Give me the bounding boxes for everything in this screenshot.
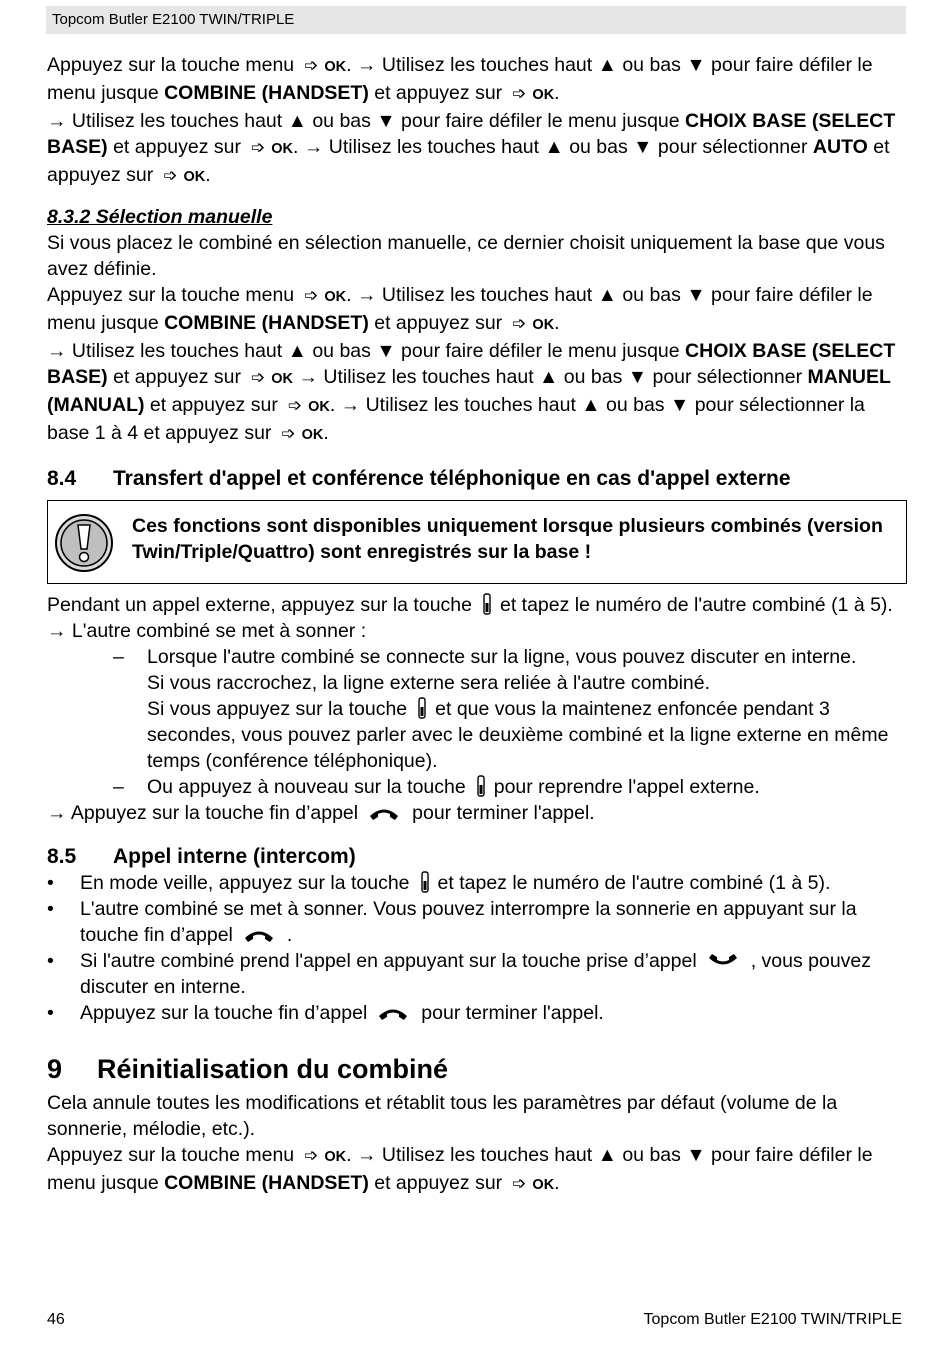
arrow-right-icon: → — [47, 110, 67, 132]
list-item: – Lorsque l'autre combiné se connecte sur la ligne, vous pouvez discuter en interne. Si vous raccrochez, la ligne externe sera reliée à l'autre combiné. Si vous appuyez sur la touche et que vous la maintenez enfoncée pendant 3 secondes, vous pouvez parler avec le deuxième combiné et la ligne externe en même temps (conférence téléphonique). — [113, 646, 889, 772]
paragraph-other-rings: → L'autre combiné se met à sonner : — [47, 620, 367, 642]
header-title: Topcom Butler E2100 TWIN/TRIPLE — [52, 11, 295, 28]
menu-key-icon: ➩ — [304, 286, 319, 305]
down-arrow-icon: ▼ — [376, 110, 396, 132]
section-title-8-5: 8.5 Appel interne (intercom) — [47, 845, 356, 868]
paragraph-select-manual: → Utilisez les touches haut ▲ ou bas ▼ pour faire défiler le menu jusque CHOIX BASE (SELECT BASE) et appuyez sur ➩ OK → Utilisez les touches haut ▲ ou bas ▼ pour sélectionner MANUEL (MANUAL) et appuyez sur ➩ OK. → Utilisez les touches haut ▲ ou bas ▼ pour sélectionner la base 1 à 4 et appuyez sur ➩ OK. — [47, 338, 907, 448]
up-arrow-icon: ▲ — [597, 284, 617, 306]
notice-text: Ces fonctions sont disponibles uniquement lorsque plusieurs combinés (version Twin/Triple/Quattro) sont enregistrés sur la base ! — [132, 515, 883, 563]
down-arrow-icon: ▼ — [669, 394, 690, 416]
list-item: – Ou appuyez à nouveau sur la touche pour reprendre l'appel externe. — [113, 776, 760, 798]
up-arrow-icon: ▲ — [597, 1144, 617, 1166]
menu-key-icon: ➩ — [304, 1146, 319, 1165]
arrow-right-icon: → — [357, 54, 377, 76]
footer-title: Topcom Butler E2100 TWIN/TRIPLE — [643, 1311, 902, 1328]
arrow-right-icon: → — [340, 394, 361, 416]
arrow-right-icon: → — [303, 136, 324, 158]
up-arrow-icon: ▲ — [597, 54, 617, 76]
menu-key-icon: ➩ — [512, 84, 527, 103]
menu-key-icon: ➩ — [287, 396, 303, 415]
intercom-bullet-list — [47, 870, 907, 1026]
list-item: • Appuyez sur la touche fin d’appel pour terminer l'appel. — [47, 1002, 604, 1024]
end-call-icon — [377, 1005, 409, 1021]
menu-key-icon: ➩ — [163, 166, 178, 185]
up-arrow-icon: ▲ — [544, 136, 564, 158]
paragraph-reset-menu: Appuyez sur la touche menu ➩ OK. → Utilisez les touches haut ▲ ou bas ▼ pour faire défiler le menu jusque COMBINE (HANDSET) et appuyez sur ➩ OK. — [47, 1142, 907, 1198]
up-arrow-icon: ▲ — [581, 394, 601, 416]
menu-key-icon: ➩ — [304, 56, 319, 75]
end-call-icon — [243, 927, 275, 943]
menu-key-icon: ➩ — [281, 424, 296, 443]
list-item: • En mode veille, appuyez sur la touche et tapez le numéro de l'autre combiné (1 à 5). — [47, 872, 831, 894]
notice-box — [47, 500, 907, 584]
arrow-right-icon: → — [357, 1144, 377, 1166]
up-arrow-icon: ▲ — [539, 366, 559, 388]
up-arrow-icon: ▲ — [287, 340, 307, 362]
section-title-9: 9 Réinitialisation du combiné — [47, 1054, 449, 1084]
down-arrow-icon: ▼ — [376, 340, 396, 362]
arrow-right-icon: → — [47, 620, 67, 642]
down-arrow-icon: ▼ — [633, 136, 653, 158]
paragraph-manual-intro: Si vous placez le combiné en sélection manuelle, ce dernier choisit uniquement la base que vous avez définie. — [47, 232, 885, 280]
end-call-icon — [368, 805, 400, 821]
talk-key-icon — [707, 953, 739, 969]
paragraph-external-call: Pendant un appel externe, appuyez sur la touche et tapez le numéro de l'autre combiné (1 à 5). — [47, 594, 893, 616]
paragraph-select-auto: → Utilisez les touches haut ▲ ou bas ▼ pour faire défiler le menu jusque CHOIX BASE (SELECT BASE) et appuyez sur ➩ OK. → Utilisez les touches haut ▲ ou bas ▼ pour sélectionner AUTO et appuyez sur ➩ OK. — [47, 108, 907, 190]
arrow-right-icon: → — [47, 340, 67, 362]
paragraph-reset-intro: Cela annule toutes les modifications et rétablit tous les paramètres par défaut (volume de la sonnerie, mélodie, etc.). — [47, 1092, 838, 1140]
down-arrow-icon: ▼ — [686, 284, 706, 306]
subsection-title-832: 8.3.2 Sélection manuelle — [47, 206, 273, 228]
down-arrow-icon: ▼ — [686, 54, 706, 76]
menu-key-icon: ➩ — [251, 138, 266, 157]
page-header — [46, 6, 906, 34]
list-item: • Si l'autre combiné prend l'appel en appuyant sur la touche prise d’appel , vous pouvez discuter en interne. — [47, 950, 872, 998]
down-arrow-icon: ▼ — [686, 1144, 706, 1166]
handset-key-icon — [482, 593, 492, 615]
menu-key-icon: ➩ — [512, 1174, 527, 1193]
handset-key-icon — [417, 697, 427, 719]
down-arrow-icon: ▼ — [627, 366, 648, 388]
up-arrow-icon: ▲ — [287, 110, 307, 132]
menu-key-icon: ➩ — [251, 368, 266, 387]
dash-list — [47, 644, 907, 800]
arrow-right-icon: → — [47, 802, 67, 824]
section-title-8-4: 8.4 Transfert d'appel et conférence téléphonique en cas d'appel externe — [47, 467, 791, 490]
handset-key-icon — [420, 871, 430, 893]
paragraph-menu-handset: Appuyez sur la touche menu ➩ OK. → Utilisez les touches haut ▲ ou bas ▼ pour faire défiler le menu jusque COMBINE (HANDSET) et appuyez sur ➩ OK. — [47, 52, 907, 108]
page-number: 46 — [47, 1311, 65, 1328]
paragraph-manual-menu-handset: Appuyez sur la touche menu ➩ OK. → Utilisez les touches haut ▲ ou bas ▼ pour faire défiler le menu jusque COMBINE (HANDSET) et appuyez sur ➩ OK. — [47, 282, 907, 338]
arrow-right-icon: → — [298, 366, 318, 388]
paragraph-end-call: → Appuyez sur la touche fin d’appel pour terminer l'appel. — [47, 802, 595, 824]
list-item: • L'autre combiné se met à sonner. Vous pouvez interrompre la sonnerie en appuyant sur la touche fin d’appel . — [47, 898, 857, 946]
menu-key-icon: ➩ — [512, 314, 527, 333]
arrow-right-icon: → — [357, 284, 377, 306]
page-content — [47, 52, 907, 1198]
warning-icon — [54, 513, 114, 573]
handset-key-icon — [476, 775, 486, 797]
